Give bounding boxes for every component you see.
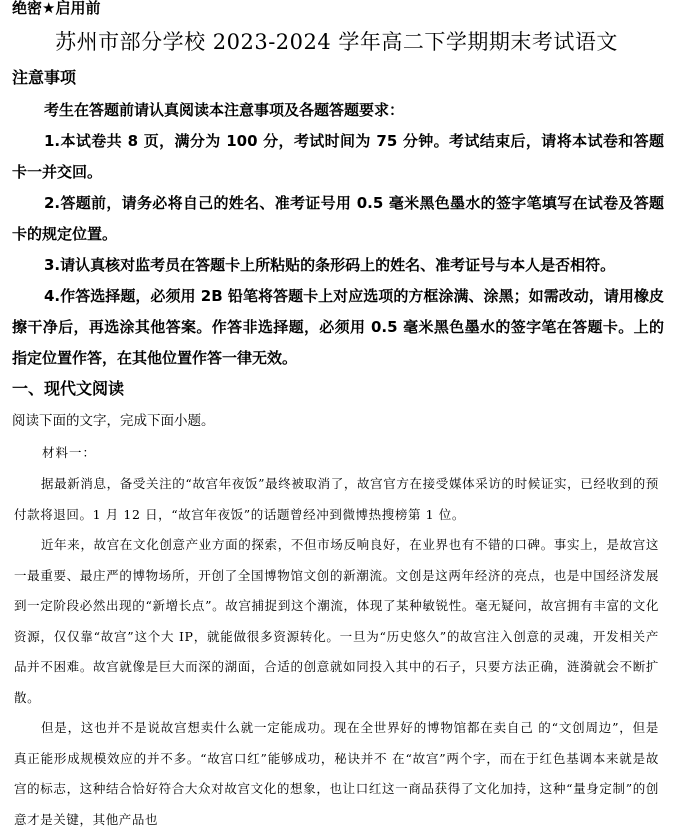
notice-paragraph: 2.答题前，请务必将自己的姓名、准考证号用 0.5 毫米黑色墨水的签字笔填写在试卷及答题卡的规定位置。 <box>12 194 664 243</box>
notice-paragraph: 4.作答选择题，必须用 2B 铅笔将答题卡上对应选项的方框涂满、涂黑；如需改动，请用橡皮擦干净后，再选涂其他答案。作答非选择题，必须用 0.5 毫米黑色墨水的签字笔在答题卡。上的指定位置作答，在其他位置作答一律无效。 <box>12 287 664 367</box>
material-label: 材料一： <box>42 445 97 460</box>
exam-title: 苏州市部分学校 2023-2024 学年高二下学期期末考试语文 <box>55 30 618 54</box>
passage-paragraph: 近年来，故宫在文化创意产业方面的探索，不但市场反响良好，在业界也有不错的口碑。事实上，是故宫这一最重要、最庄严的博物场所，开创了全国博物馆文创的新潮流。文创是这两年经济的亮点，也是中国经济发展到一定阶段必然出现的“新增长点”。故宫捕捉到这个潮流，体现了某种敏锐性。毫无疑问，故宫拥有丰富的文化资源，仅仅靠“故宫”这个大 IP，就能做很多资源转化。一旦为“历史悠久”的故宫注入创意的灵魂，开发相关产品并不困难。故宫就像是巨大而深的湖面，合适的创意就如同投入其中的石子，只要方法正确，涟漪就会不断扩散。 <box>14 537 659 705</box>
notice-block <box>12 95 664 374</box>
passage-paragraph: 据最新消息，备受关注的“故宫年夜饭”最终被取消了，故宫官方在接受媒体采访的时候证实，已经收到的预付款将退回。1 月 12 日，“故宫年夜饭”的话题曾经冲到微博热搜榜第 1 位。 <box>14 476 659 522</box>
section-heading: 一、现代文阅读 <box>12 379 125 398</box>
notice-paragraph: 1.本试卷共 8 页，满分为 100 分，考试时间为 75 分钟。考试结束后，请将本试卷和答题卡一并交回。 <box>12 132 664 181</box>
notice-heading: 注意事项 <box>12 68 77 87</box>
reading-passage <box>14 469 659 835</box>
notice-paragraph: 考生在答题前请认真阅读本注意事项及各题答题要求： <box>44 101 405 119</box>
passage-paragraph: 但是，这也并不是说故宫想卖什么就一定能成功。现在全世界好的博物馆都在卖自己 的“文创周边”，但是真正能形成规模效应的并不多。“故宫口红”能够成功，秘诀并不 在“故宫”两个字，而在于红色基调本来就是故宫的标志，这种结合恰好符合大众对故宫文化的想象，也让口红这一商品获得了文化加持，这种“量身定制”的创意才是关键，其他产品也 <box>14 720 659 827</box>
reading-instruction: 阅读下面的文字，完成下面小题。 <box>12 413 215 429</box>
notice-paragraph: 3.请认真核对监考员在答题卡上所粘贴的条形码上的姓名、准考证号与本人是否相符。 <box>44 256 616 274</box>
confidential-label: 绝密★启用前 <box>12 0 101 17</box>
